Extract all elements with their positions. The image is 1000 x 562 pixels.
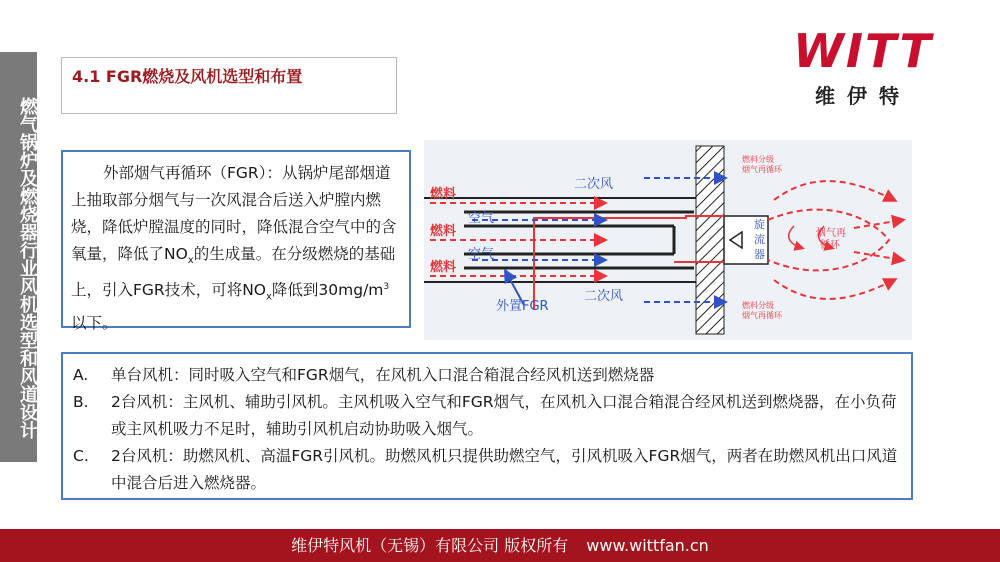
svg-text:空气: 空气 — [468, 247, 495, 262]
option-b — [73, 389, 901, 443]
svg-text:旋: 旋 — [754, 218, 765, 231]
svg-text:流: 流 — [754, 233, 765, 246]
side-banner-text: 燃气锅炉及燃烧器行业风机选型和风道设计 — [17, 97, 38, 439]
nox-subscript-2: x — [266, 291, 272, 303]
svg-text:燃料分级: 燃料分级 — [742, 301, 774, 310]
option-letter: B. — [73, 393, 89, 411]
svg-text:外置FGR: 外置FGR — [496, 299, 549, 314]
logo-cn: 维伊特 — [815, 84, 911, 108]
option-letter: C. — [73, 447, 89, 465]
fgr-text-part3: 降低到30mg/m — [271, 281, 384, 300]
m3-superscript: 3 — [383, 282, 390, 293]
svg-text:空气: 空气 — [468, 211, 495, 226]
footer-text — [0, 529, 1000, 562]
fgr-text-part1: 外部烟气再循环（FGR）：从锅炉尾部烟道上抽取部分烟气与一次风混合后送入炉膛内燃烧，降低炉膛温度的同时，降低混合空气中的含氧量，降低了NO — [71, 164, 397, 263]
svg-text:二次风: 二次风 — [574, 177, 614, 192]
footer-company: 维伊特风机（无锡）有限公司 版权所有 — [291, 536, 569, 555]
furnace-wall — [696, 146, 724, 334]
svg-text:燃料: 燃料 — [430, 187, 457, 202]
nox-subscript-1: x — [187, 255, 194, 267]
fan-options-box — [61, 352, 913, 500]
fgr-text-part4: 以下。 — [71, 314, 118, 333]
footer-url[interactable]: www.wittfan.cn — [586, 536, 709, 555]
option-text: 2台风机：助燃风机、高温FGR引风机。助燃风机只提供助燃空气，引风机吸入FGR烟气，两者在助燃风机出口风道中混合后进入燃烧器。 — [111, 447, 898, 492]
option-letter: A. — [73, 366, 89, 384]
footer-bar — [0, 529, 1000, 562]
fgr-burner-diagram — [424, 140, 912, 340]
svg-text:器: 器 — [754, 248, 765, 261]
svg-text:燃料: 燃料 — [430, 224, 457, 239]
section-title-box — [61, 57, 397, 114]
fgr-text-part2: 的生成量。在分级燃烧的基础上，引入FGR技术，可将NO — [71, 245, 396, 300]
svg-text:燃料分级: 燃料分级 — [742, 155, 774, 164]
svg-text:烟气再循环: 烟气再循环 — [742, 165, 782, 174]
logo-word: WITT — [793, 24, 933, 78]
svg-text:烟气再循环: 烟气再循环 — [742, 311, 782, 320]
svg-text:循环: 循环 — [820, 240, 840, 251]
option-text: 2台风机：主风机、辅助引风机。主风机吸入空气和FGR烟气，在风机入口混合箱混合经风机送到燃烧器，在小负荷或主风机吸力不足时，辅助引风机启动协助吸入烟气。 — [111, 393, 897, 438]
option-text: 单台风机：同时吸入空气和FGR烟气，在风机入口混合箱混合经风机送到燃烧器 — [111, 366, 655, 384]
svg-text:燃料: 燃料 — [430, 260, 457, 275]
section-title: 4.1 FGR燃烧及风机选型和布置 — [72, 67, 303, 86]
svg-text:二次风: 二次风 — [584, 289, 624, 304]
fgr-description — [71, 160, 401, 337]
option-a — [73, 362, 901, 389]
witt-logo — [788, 26, 938, 106]
svg-text:烟气再: 烟气再 — [816, 228, 846, 239]
fgr-description-box — [61, 150, 411, 333]
option-c — [73, 443, 901, 497]
